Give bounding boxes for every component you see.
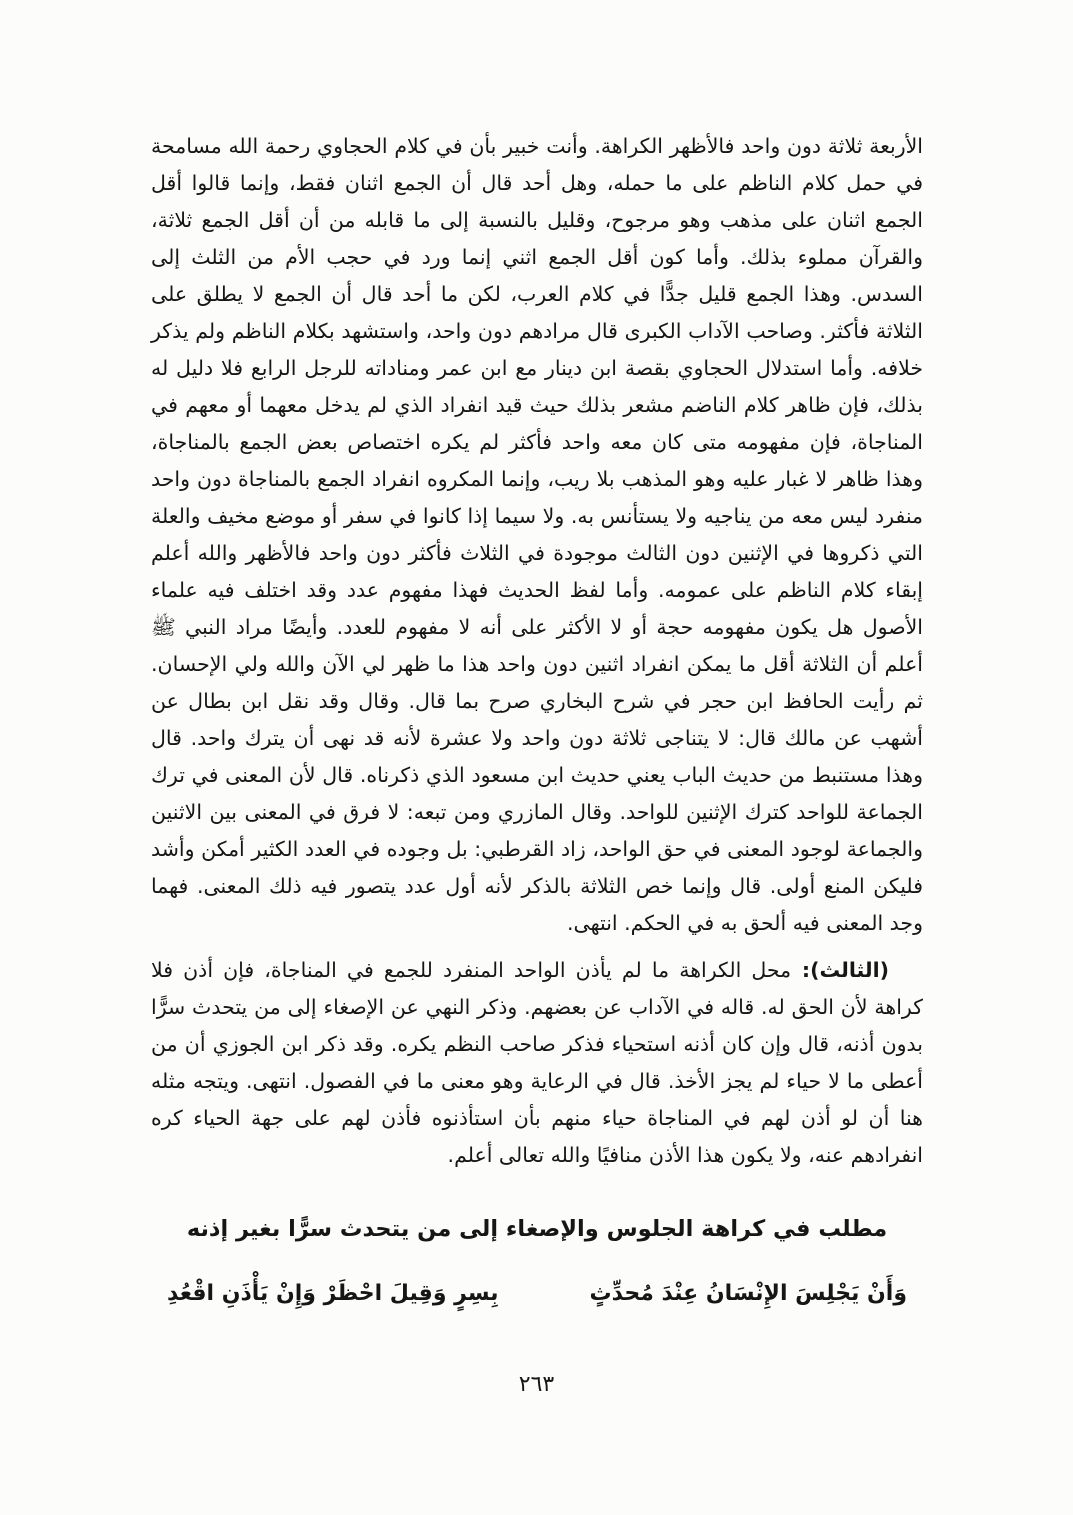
body-text	[151, 128, 923, 1314]
paragraph-2-lead: (الثالث):	[791, 958, 890, 982]
section-heading: مطلب في كراهة الجلوس والإصغاء إلى من يتحدث سرًّا بغير إذنه	[186, 1216, 888, 1242]
verse-hemistich-left: بِسِرٍ وَقِيلَ احْظَرْ وَإِنْ يَأْذَنِ اقْعُدِ	[167, 1281, 499, 1306]
verse-hemistich-right: وَأَنْ يَجْلِسَ الإِنْسَانُ عِنْدَ مُحدِّثٍ	[589, 1281, 907, 1306]
paragraph-2	[151, 952, 923, 1174]
paragraph-2-text: محل الكراهة ما لم يأذن الواحد المنفرد للجمع في المناجاة، فإن أذن فلا كراهة لأن الحق له. قاله في الآداب عن بعضهم. وذكر النهي عن الإصغاء إلى من يتحدث سرًّا بدون أذنه، قال وإن كان أذنه استحياء فذكر صاحب النظم يكره. وقد ذكر ابن الجوزي أن من أعطى ما لا حياء لم يجز الأخذ. قال في الرعاية وهو معنى ما في الفصول. انتهى. ويتجه مثله هنا أن لو أذن لهم في المناجاة حياء منهم بأن استأذنوه فأذن لهم على جهة الحياء كره انفرادهم عنه، ولا يكون هذا الأذن منافيًا والله تعالى أعلم.	[151, 958, 923, 1167]
paragraph-1: الأربعة ثلاثة دون واحد فالأظهر الكراهة. وأنت خبير بأن في كلام الحجاوي رحمة الله مسامحة في حمل كلام الناظم على ما حمله، وهل أحد قال أن الجمع اثنان فقط، وإنما قالوا أقل الجمع اثنان على مذهب وهو مرجوح، وقليل بالنسبة إلى ما قابله من أن أقل الجمع ثلاثة، والقرآن مملوء بذلك. وأما كون أقل الجمع اثني إنما ورد في حجب الأم من الثلث إلى السدس. وهذا الجمع قليل جدًّا في كلام العرب، لكن ما أحد قال أن الجمع لا يطلق على الثلاثة فأكثر. وصاحب الآداب الكبرى قال مرادهم دون واحد، واستشهد بكلام الناظم ولم يذكر خلافه. وأما استدلال الحجاوي بقصة ابن دينار مع ابن عمر ومناداته للرجل الرابع فلا دليل له بذلك، فإن ظاهر كلام الناضم مشعر بذلك حيث قيد انفراد الذي لم يدخل معهما أو معهم في المناجاة، فإن مفهومه متى كان معه واحد فأكثر لم يكره اختصاص بعض الجمع بالمناجاة، وهذا ظاهر لا غبار عليه وهو المذهب بلا ريب، وإنما المكروه انفراد الجمع بالمناجاة دون واحد منفرد ليس معه من يناجيه ولا يستأنس به. ولا سيما إذا كانوا في سفر أو موضع مخيف والعلة التي ذكروها في الإثنين دون الثالث موجودة في الثلاث فأكثر دون واحد فالأظهر والله أعلم إبقاء كلام الناظم على عمومه. وأما لفظ الحديث فهذا مفهوم عدد وقد اختلف فيه علماء الأصول هل يكون مفهومه حجة أو لا الأكثر على أنه لا مفهوم للعدد. وأيضًا مراد النبي ﷺ أعلم أن الثلاثة أقل ما يمكن انفراد اثنين دون واحد هذا ما ظهر لي الآن والله ولي الإحسان. ثم رأيت الحافظ ابن حجر في شرح البخاري صرح بما قال. وقال وقد نقل ابن بطال عن أشهب عن مالك قال: لا يتناجى ثلاثة دون واحد ولا عشرة لأنه قد نهى أن يترك واحد. قال وهذا مستنبط من حديث الباب يعني حديث ابن مسعود الذي ذكرناه. قال لأن المعنى في ترك الجماعة للواحد كترك الإثنين للواحد. وقال المازري ومن تبعه: لا فرق في المعنى بين الاثنين والجماعة لوجود المعنى في حق الواحد، زاد القرطبي: بل وجوده في العدد الكثير أمكن وأشد فليكن المنع أولى. قال وإنما خص الثلاثة بالذكر لأنه أول عدد يتصور فيه ذلك المعنى. فهما وجد المعنى فيه ألحق به في الحكم. انتهى.	[151, 134, 923, 935]
page-number: ٢٦٣	[518, 1372, 555, 1397]
verse-line	[167, 1274, 907, 1314]
